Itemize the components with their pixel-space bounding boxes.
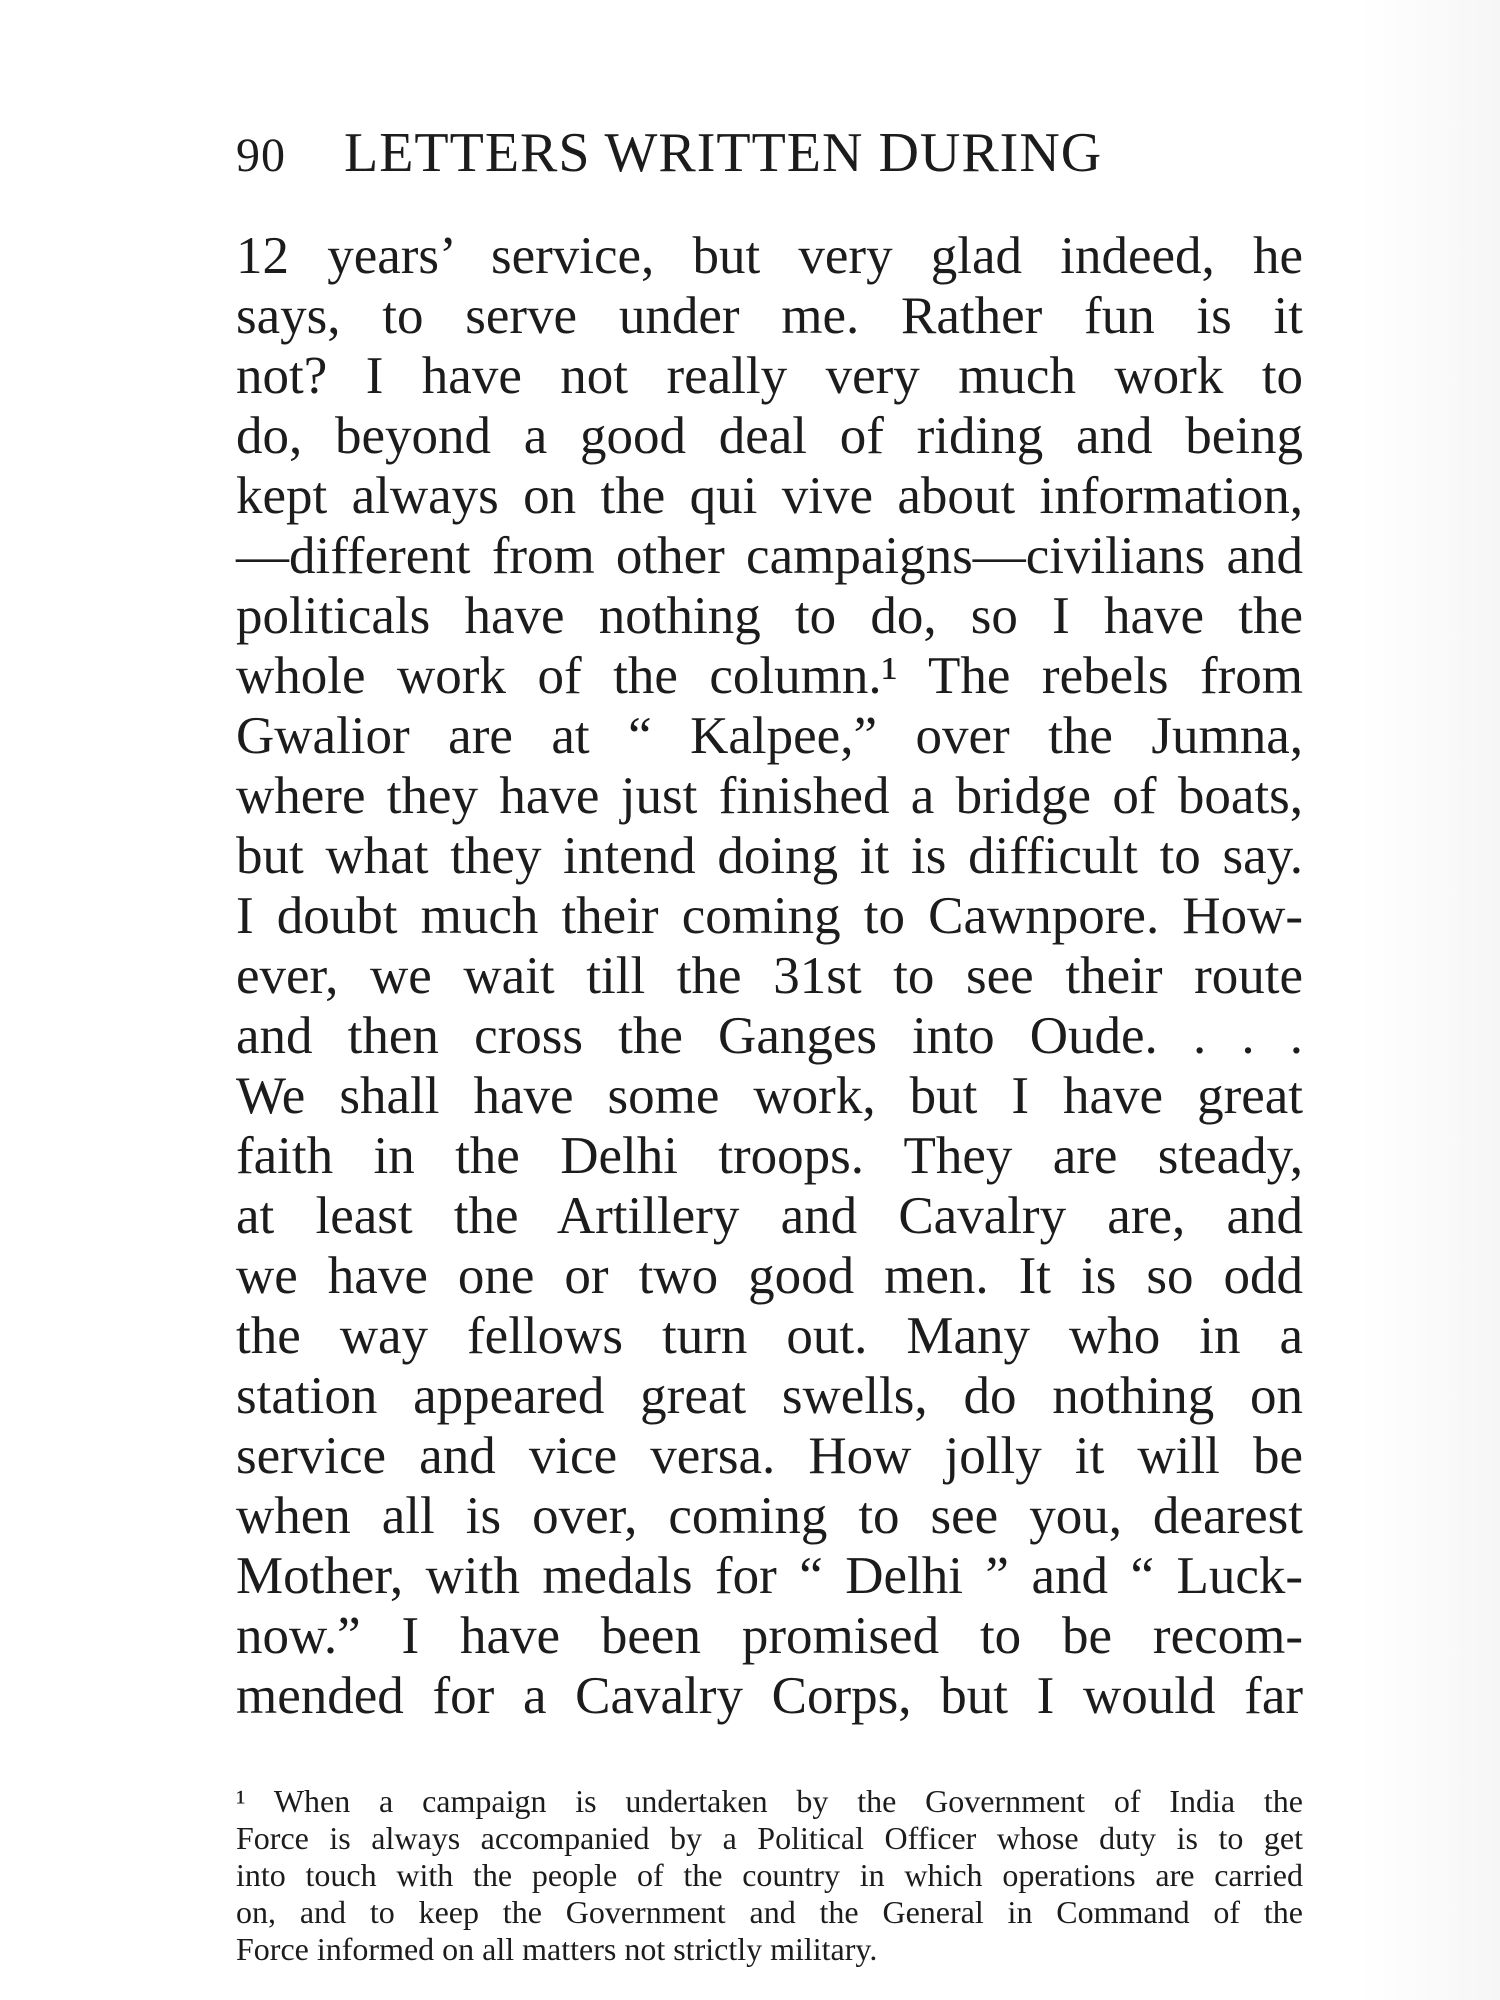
- body-line: now.” I have been promised to be recom-: [236, 1607, 1303, 1665]
- footnote: [236, 1783, 1303, 1968]
- body-line: where they have just finished a bridge of boats,: [236, 767, 1303, 825]
- body-line: says, to serve under me. Rather fun is it: [236, 287, 1303, 345]
- page-header: [236, 118, 1236, 188]
- body-line: politicals have nothing to do, so I have the: [236, 587, 1303, 645]
- body-line: whole work of the column.¹ The rebels from: [236, 647, 1303, 705]
- body-line: service and vice versa. How jolly it will be: [236, 1427, 1303, 1485]
- body-line: —different from other campaigns—civilians and: [236, 527, 1303, 585]
- body-line: but what they intend doing it is difficult to say.: [236, 827, 1303, 885]
- body-line: do, beyond a good deal of riding and being: [236, 407, 1303, 465]
- body-line: I doubt much their coming to Cawnpore. How-: [236, 887, 1303, 945]
- footnote-line: on, and to keep the Government and the General in Command of the: [236, 1894, 1303, 1930]
- footnote-line: Force is always accompanied by a Political Officer whose duty is to get: [236, 1820, 1303, 1856]
- body-line: when all is over, coming to see you, dearest: [236, 1487, 1303, 1545]
- letter-body-text: [236, 226, 1303, 1726]
- body-line: at least the Artillery and Cavalry are, and: [236, 1187, 1303, 1245]
- footnote-line: into touch with the people of the country in which operations are carried: [236, 1857, 1303, 1893]
- body-line: faith in the Delhi troops. They are steady,: [236, 1127, 1303, 1185]
- page-edge-shading: [1360, 0, 1500, 2000]
- body-line: not? I have not really very much work to: [236, 347, 1303, 405]
- body-line: station appeared great swells, do nothing on: [236, 1367, 1303, 1425]
- body-line: Gwalior are at “ Kalpee,” over the Jumna,: [236, 707, 1303, 765]
- body-line: ever, we wait till the 31st to see their route: [236, 947, 1303, 1005]
- footnote-line: Force informed on all matters not strictly military.: [236, 1931, 878, 1967]
- body-line: We shall have some work, but I have great: [236, 1067, 1303, 1125]
- body-line: kept always on the qui vive about information,: [236, 467, 1303, 525]
- page-number: 90: [236, 129, 286, 182]
- footnote-line: ¹ When a campaign is undertaken by the Government of India the: [236, 1783, 1303, 1819]
- body-line: the way fellows turn out. Many who in a: [236, 1307, 1303, 1365]
- body-line: we have one or two good men. It is so odd: [236, 1247, 1303, 1305]
- body-line: and then cross the Ganges into Oude. . . .: [236, 1007, 1303, 1065]
- body-line: 12 years’ service, but very glad indeed, he: [236, 227, 1303, 285]
- body-line: Mother, with medals for “ Delhi ” and “ Luck-: [236, 1547, 1303, 1605]
- body-line: mended for a Cavalry Corps, but I would far: [236, 1667, 1303, 1725]
- running-title: LETTERS WRITTEN DURING: [344, 122, 1103, 184]
